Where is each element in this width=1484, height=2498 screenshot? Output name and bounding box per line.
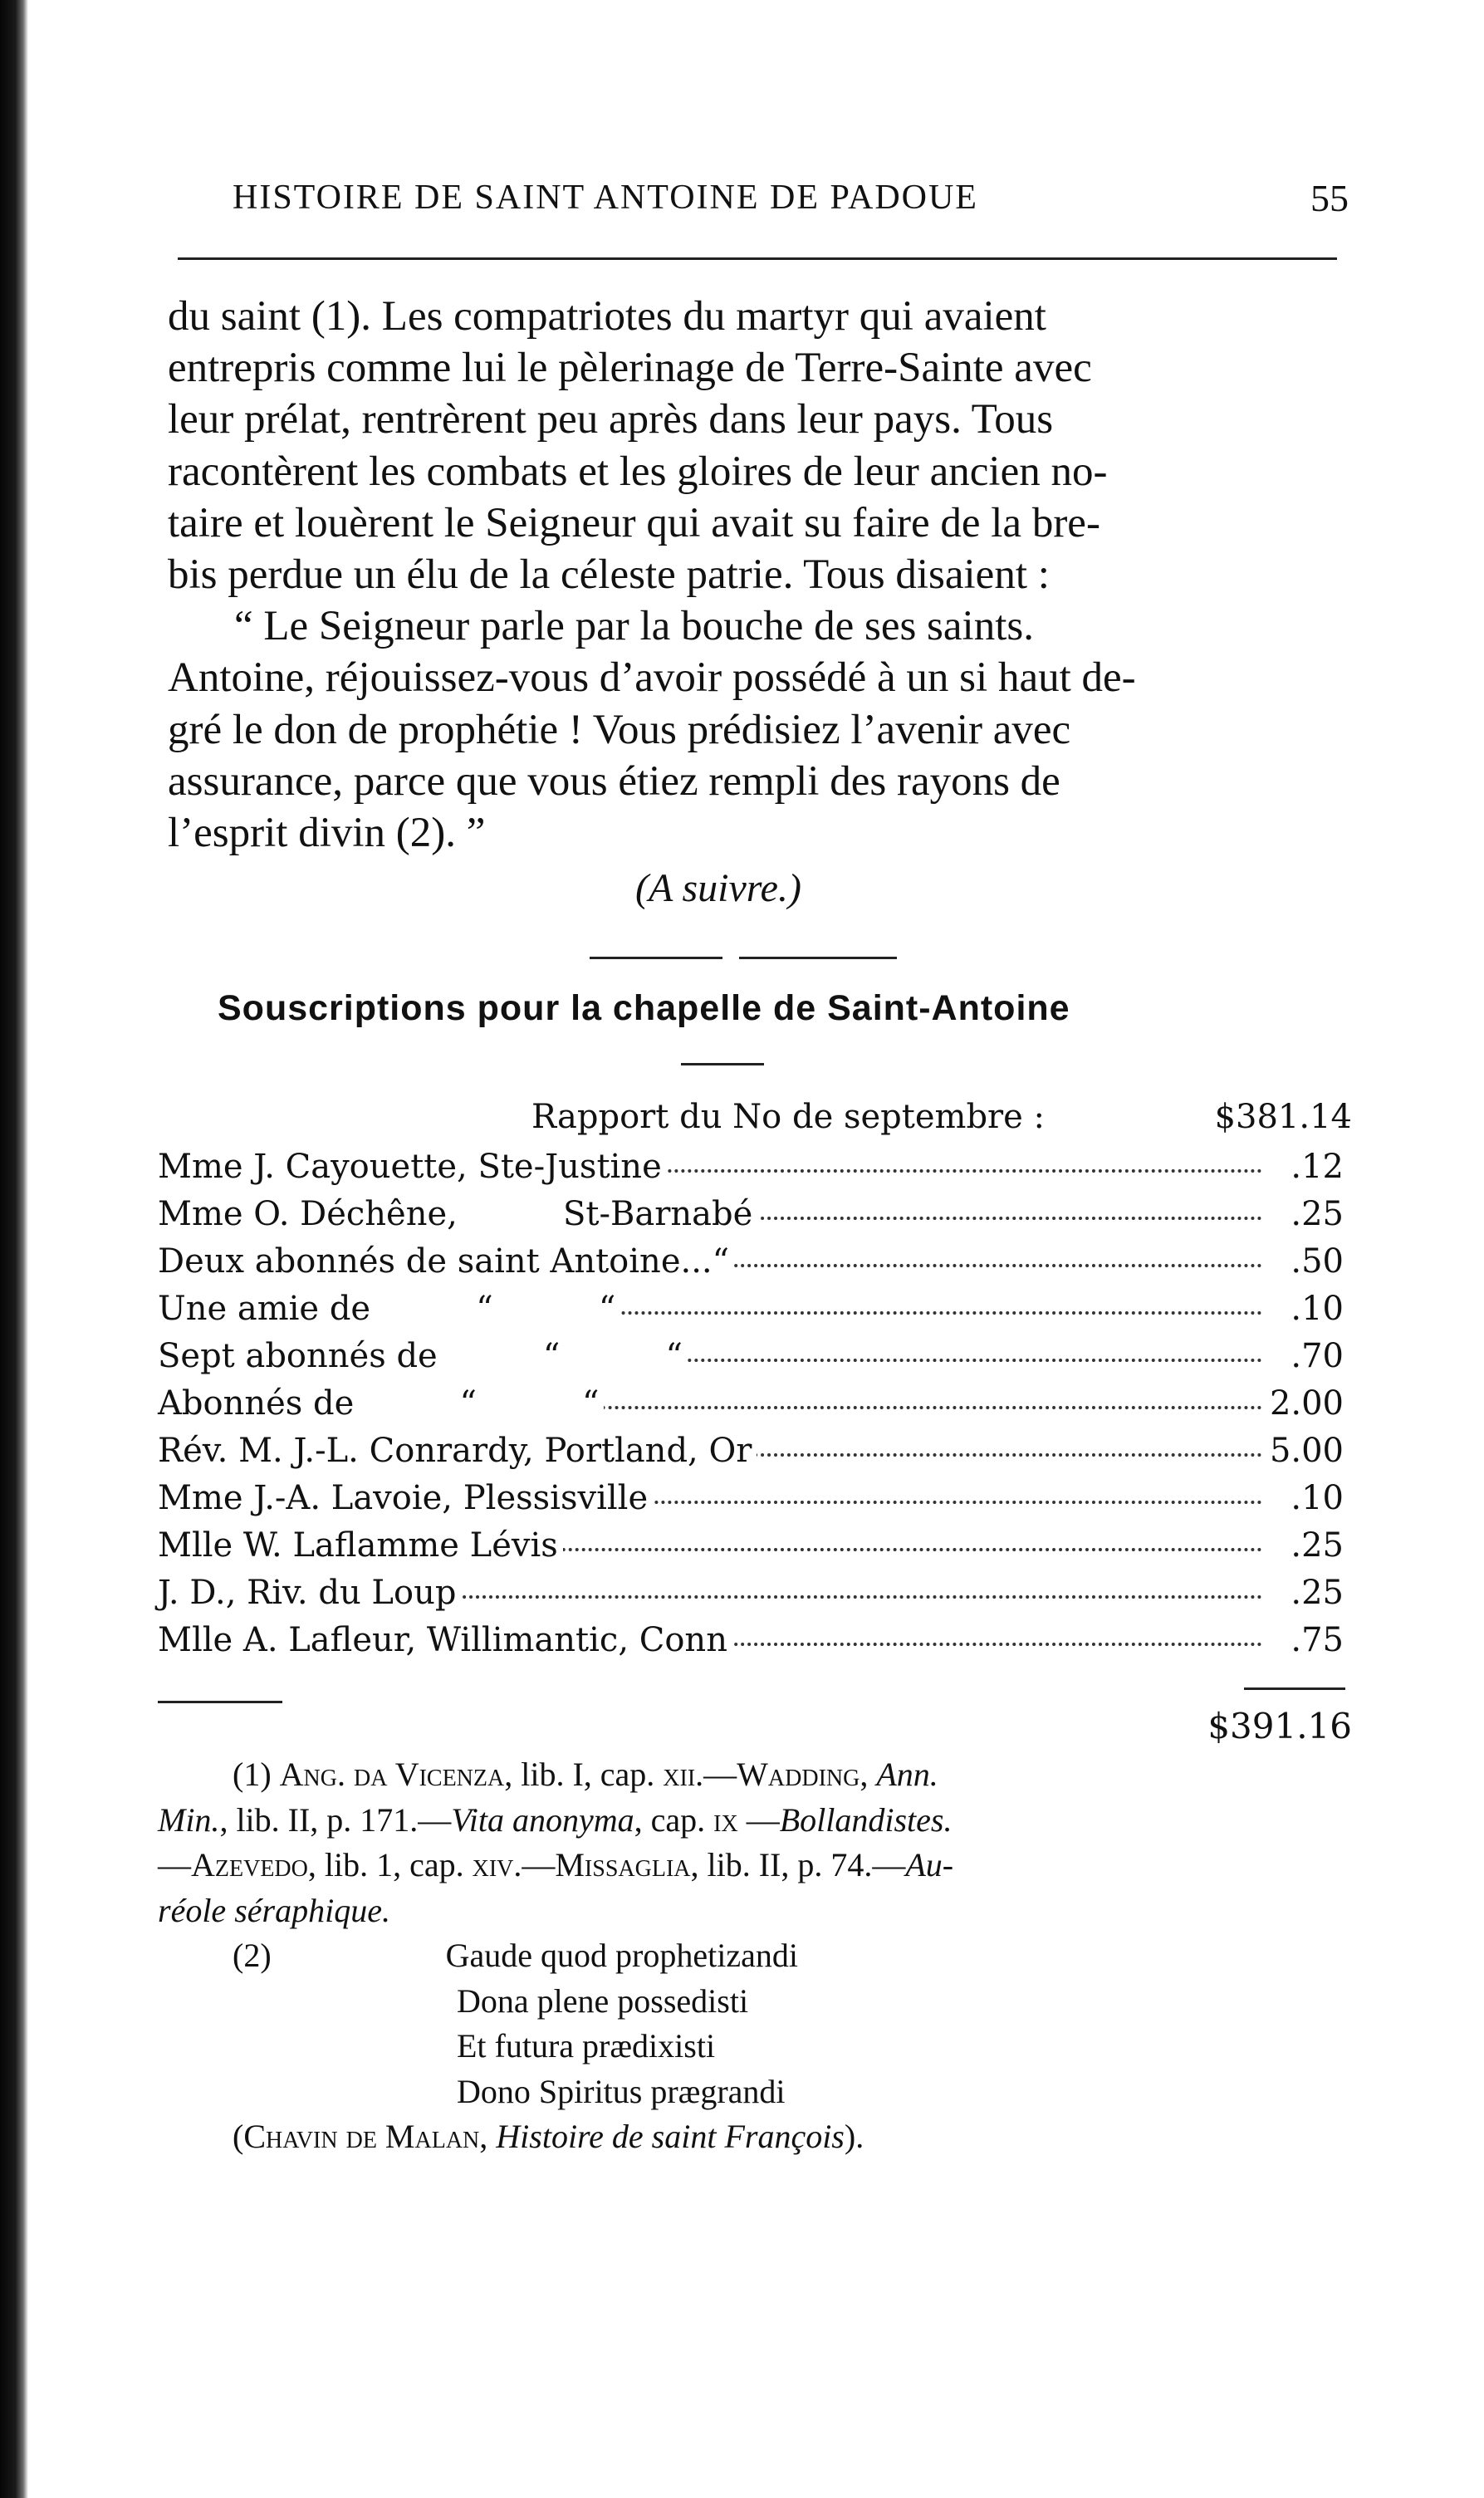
list-item bbox=[158, 1479, 1344, 1526]
list-item bbox=[158, 1290, 1344, 1337]
subscription-amount: .25 bbox=[1286, 1195, 1344, 1233]
citation-text: ix bbox=[713, 1800, 738, 1839]
footnote-line bbox=[158, 1888, 1337, 1934]
work-title: réole séraphique. bbox=[158, 1891, 390, 1929]
footnote-line bbox=[158, 1933, 1337, 1979]
author-name: Wadding bbox=[737, 1756, 860, 1793]
citation-text: , bbox=[479, 2118, 497, 2155]
subscriber-name: Mme J.-A. Lavoie, Plessisville bbox=[158, 1479, 653, 1517]
citation-text: xiv bbox=[472, 1846, 514, 1883]
subscription-amount: .10 bbox=[1286, 1479, 1344, 1517]
list-item bbox=[158, 1195, 1344, 1242]
citation-text: ). bbox=[844, 2118, 864, 2155]
subscriber-name: Abonnés de “ “ bbox=[158, 1384, 604, 1423]
body-paragraph bbox=[168, 291, 1339, 859]
work-title: Vita anonyma bbox=[451, 1800, 634, 1839]
running-header bbox=[158, 166, 1349, 231]
footnote-line: (1) Ang. da Vicenza, lib. I, cap. xii.—Wadding, Ann. bbox=[233, 1756, 938, 1793]
subscription-amount: .75 bbox=[1286, 1621, 1344, 1659]
verse-line: Gaude quod prophetizandi bbox=[445, 1937, 798, 1974]
work-title: Bollandistes. bbox=[779, 1800, 953, 1839]
subscription-amount: .12 bbox=[1286, 1148, 1344, 1186]
citation-text: , lib. II, p. 171.— bbox=[219, 1800, 452, 1839]
subscriber-name: J. D., Riv. du Loup bbox=[158, 1574, 461, 1612]
footnote-line bbox=[158, 1843, 1337, 1888]
verse-line: Et futura prædixisti bbox=[457, 2027, 716, 2065]
scan-binding-edge bbox=[0, 0, 28, 2498]
subscriber-name: Rév. M. J.-L. Conrardy, Portland, Or bbox=[158, 1432, 757, 1470]
footnotes bbox=[158, 1752, 1337, 2160]
author-name: Ang. da Vicenza bbox=[279, 1756, 505, 1793]
author-name: Azevedo bbox=[191, 1846, 308, 1883]
subscription-amount: .25 bbox=[1286, 1526, 1344, 1565]
citation-text: .— bbox=[695, 1756, 737, 1793]
body-line: du saint (1). Les compatriotes du martyr qui avaient bbox=[168, 293, 1046, 340]
citation-text: — bbox=[737, 1800, 780, 1839]
list-item bbox=[158, 1337, 1344, 1384]
total-rule bbox=[1244, 1687, 1345, 1690]
subscription-amount: 2.00 bbox=[1265, 1384, 1344, 1423]
subscriber-name: Mme O. Déchêne, St-Barnabé bbox=[158, 1195, 757, 1233]
footnote-line bbox=[158, 1798, 1337, 1844]
body-line: Antoine, réjouissez-vous d’avoir possédé à un si haut de- bbox=[168, 654, 1136, 702]
subscription-list bbox=[158, 1148, 1344, 1668]
work-title: Histoire de saint François bbox=[496, 2118, 845, 2155]
list-item bbox=[158, 1384, 1344, 1432]
subscriber-name: Deux abonnés de saint Antoine...“ bbox=[158, 1242, 734, 1281]
body-line: leur prélat, rentrèrent peu après dans leur pays. Tous bbox=[168, 396, 1054, 443]
footnote-line bbox=[158, 2114, 1337, 2160]
a-suivre-note: (A suivre.) bbox=[635, 866, 801, 910]
list-item bbox=[158, 1148, 1344, 1195]
list-item bbox=[158, 1242, 1344, 1290]
body-line: taire et louèrent le Seigneur qui avait su faire de la bre- bbox=[168, 499, 1100, 546]
citation-text: xii bbox=[663, 1756, 696, 1793]
report-label: Rapport du No de septembre : bbox=[531, 1098, 1046, 1136]
citation-text: ( bbox=[233, 2118, 244, 2155]
subscriber-name: Mlle W. Laflamme Lévis bbox=[158, 1526, 563, 1565]
body-line: bis perdue un élu de la céleste patrie. Tous disaient : bbox=[168, 551, 1050, 599]
title-rule bbox=[681, 1063, 764, 1065]
citation-text: — bbox=[158, 1846, 191, 1883]
footnote-marker: (1) bbox=[233, 1756, 272, 1793]
list-item bbox=[158, 1621, 1344, 1668]
running-title: HISTOIRE DE SAINT ANTOINE DE PADOUE bbox=[233, 179, 978, 217]
verse-line: Dono Spiritus prægrandi bbox=[457, 2072, 786, 2110]
body-line: racontèrent les combats et les gloires de leur ancien no- bbox=[168, 448, 1108, 495]
body-line: assurance, parce que vous étiez rempli des rayons de bbox=[168, 757, 1060, 805]
subscriptions-title: Souscriptions pour la chapelle de Saint-Antoine bbox=[218, 988, 1070, 1028]
body-line: l’esprit divin (2). ” bbox=[168, 810, 486, 857]
list-item bbox=[158, 1574, 1344, 1621]
report-amount: $381.14 bbox=[1214, 1098, 1352, 1136]
verse-line: Dona plene possedisti bbox=[457, 1981, 749, 2020]
list-item bbox=[158, 1526, 1344, 1574]
section-separator bbox=[739, 957, 897, 959]
work-title: Au- bbox=[905, 1846, 954, 1883]
subscription-amount: .25 bbox=[1286, 1574, 1344, 1612]
body-line: “ Le Seigneur parle par la bouche de ses saints. bbox=[234, 603, 1034, 650]
citation-text: , lib. II, p. 74.— bbox=[690, 1846, 906, 1883]
section-separator bbox=[590, 957, 722, 959]
citation-text: , lib. I, cap. bbox=[504, 1756, 664, 1793]
author-name: Missaglia bbox=[555, 1846, 691, 1883]
subscription-amount: .70 bbox=[1286, 1337, 1344, 1375]
subscription-amount: .50 bbox=[1286, 1242, 1344, 1281]
subscriber-name: Sept abonnés de “ “ bbox=[158, 1337, 688, 1375]
citation-text: .— bbox=[513, 1846, 556, 1883]
citation-text: , cap. bbox=[634, 1800, 714, 1839]
work-title: Min. bbox=[158, 1800, 220, 1839]
subscriber-name: Mlle A. Lafleur, Willimantic, Conn bbox=[158, 1621, 732, 1659]
body-line: gré le don de prophétie ! Vous prédisiez l’avenir avec bbox=[168, 706, 1071, 753]
subscriber-name: Une amie de “ “ bbox=[158, 1290, 620, 1328]
book-page bbox=[158, 166, 1352, 2155]
subscription-amount: .10 bbox=[1286, 1290, 1344, 1328]
footnote-rule bbox=[158, 1701, 282, 1703]
header-rule bbox=[178, 257, 1337, 260]
page-number: 55 bbox=[1310, 177, 1349, 219]
body-line: entrepris comme lui le pèlerinage de Terre-Sainte avec bbox=[168, 345, 1092, 392]
subscriber-name: Mme J. Cayouette, Ste-Justine bbox=[158, 1148, 667, 1186]
work-title: Ann. bbox=[876, 1756, 938, 1793]
author-name: Chavin de Malan bbox=[243, 2118, 480, 2155]
subscription-total: $391.16 bbox=[1207, 1706, 1352, 1746]
list-item bbox=[158, 1432, 1344, 1479]
footnote-marker: (2) bbox=[233, 1937, 272, 1974]
subscription-amount: 5.00 bbox=[1265, 1432, 1344, 1470]
citation-text: , lib. 1, cap. bbox=[307, 1846, 473, 1883]
